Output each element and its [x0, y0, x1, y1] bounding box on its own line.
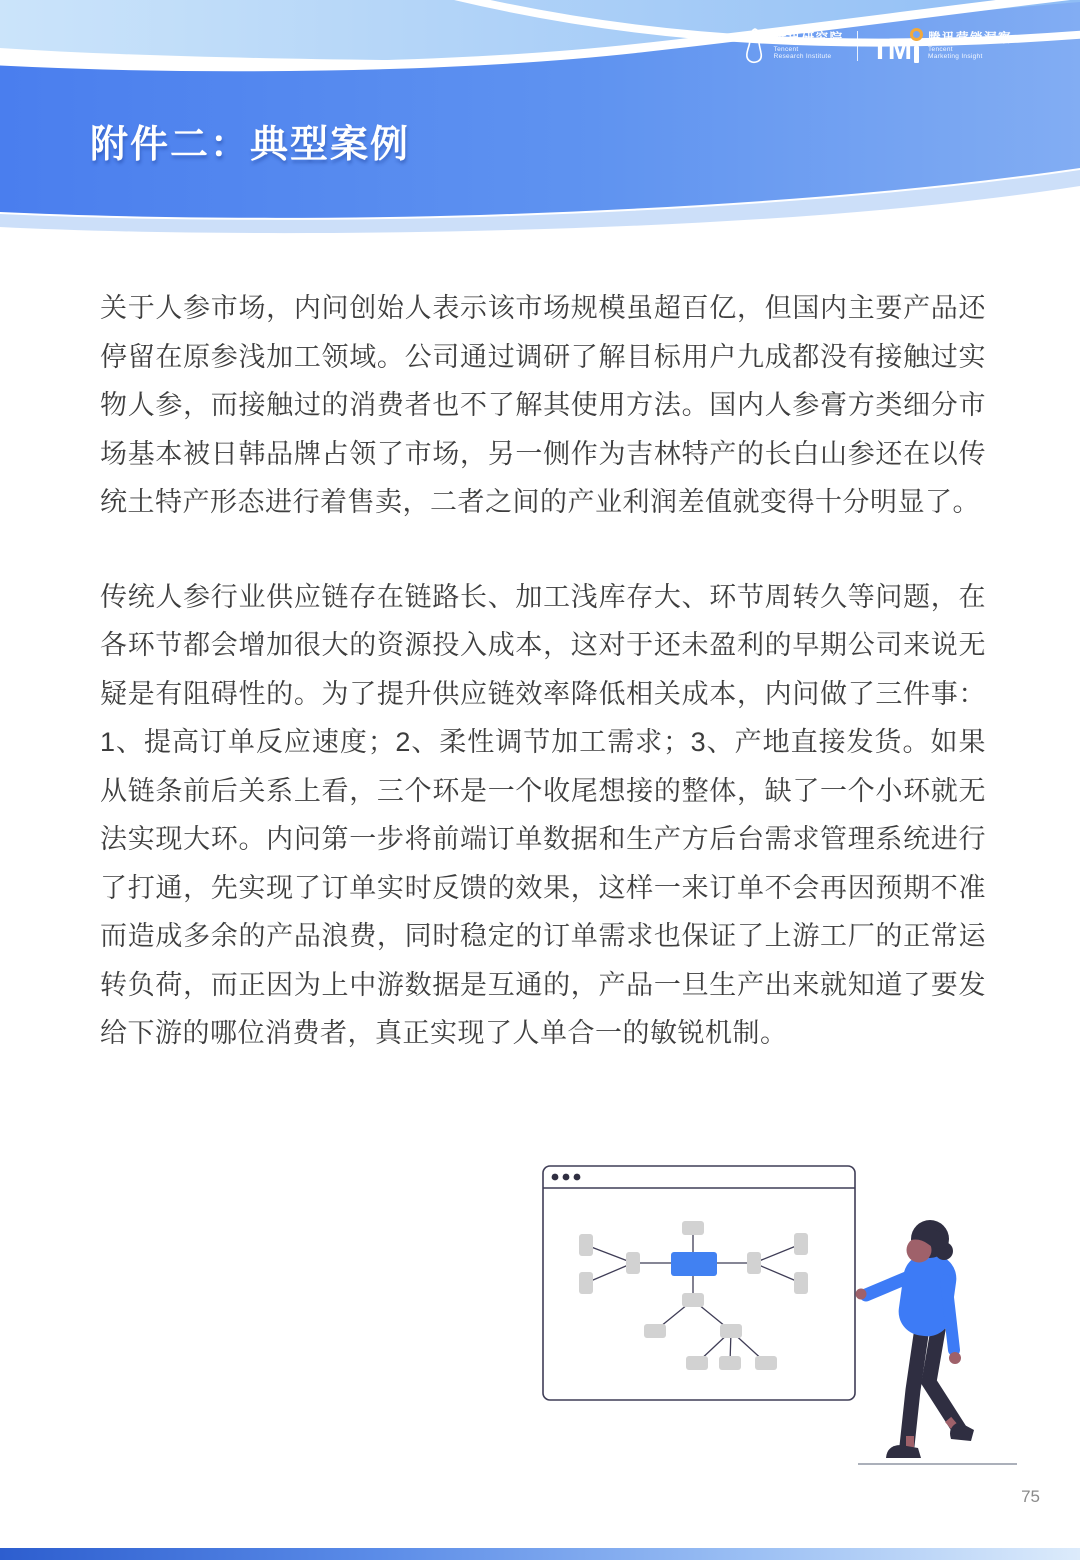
person-left-leg: [907, 1328, 922, 1446]
illustration-graphic: [530, 1150, 1030, 1472]
page-number: 75: [1021, 1487, 1040, 1506]
person-hanging-hand: [949, 1352, 961, 1364]
tencent-research-institute-label: [774, 31, 844, 60]
tmi-letters: TM: [871, 34, 911, 67]
bottom-accent-bar: [0, 1548, 1080, 1560]
person-left-shoe: [886, 1445, 921, 1458]
tmi-letter-i: [914, 46, 919, 63]
person-hanging-arm: [946, 1280, 954, 1350]
person-hand: [856, 1289, 867, 1300]
tmi-logo: [871, 29, 919, 67]
page-title: 附件二：典型案例: [90, 124, 411, 166]
tmi-en-text-1: Tencent: [927, 45, 953, 53]
tri-en-text-2: Research Institute: [773, 53, 832, 61]
tri-cn-text: 腾讯研究院: [773, 31, 844, 46]
tri-en-text-1: Tencent: [773, 45, 799, 53]
tmi-en-text-2: Marketing Insight: [927, 53, 983, 61]
tmi-cn-text: 腾讯营销洞察: [927, 31, 1012, 46]
paragraph-1: 关于人参市场，内问创始人表示该市场规模虽超百亿，但国内主要产品还停留在原参浅加工领域。公司通过调研了解目标用户九成都没有接触过实物人参，而接触过的消费者也不了解其使用方法。国内人参膏方类细分市场基本被日韩品牌占领了市场，另一侧作为吉林特产的长白山参还在以传统土特产形态进行着售卖，二者之间的产业利润差值就变得十分明显了。: [100, 293, 986, 517]
logo-divider: [857, 31, 859, 61]
penguin-logo-icon: [743, 28, 765, 64]
tmi-orange-ring-icon: [910, 28, 923, 41]
flowchart-blue-center-node: [671, 1252, 717, 1276]
illustration-flowchart-presenter: [530, 1150, 1030, 1472]
tencent-marketing-insight-label: [928, 31, 1012, 60]
header-logos: [743, 28, 1012, 67]
paragraph-2: 传统人参行业供应链存在链路长、加工浅库存大、环节周转久等问题，在各环节都会增加很大的资源投入成本，这对于还未盈利的早期公司来说无疑是有阻碍性的。为了提升供应链效率降低相关成本，内问做了三件事：1、提高订单反应速度；2、柔性调节加工需求；3、产地直接发货。如果从链条前后关系上看，三个环是一个收尾想接的整体，缺了一个小环就无法实现大环。内问第一步将前端订单数据和生产方后台需求管理系统进行了打通，先实现了订单实时反馈的效果，这样一来订单不会再因预期不准而造成多余的产品浪费，同时稳定的订单需求也保证了上游工厂的正常运转负荷，而正因为上中游数据是互通的，产品一旦生产出来就知道了要发给下游的哪位消费者，真正实现了人单合一的敏锐机制。: [100, 581, 986, 1048]
body-text: [100, 284, 986, 1104]
header-banner: [0, 0, 1080, 245]
person-figure: [856, 1220, 975, 1458]
